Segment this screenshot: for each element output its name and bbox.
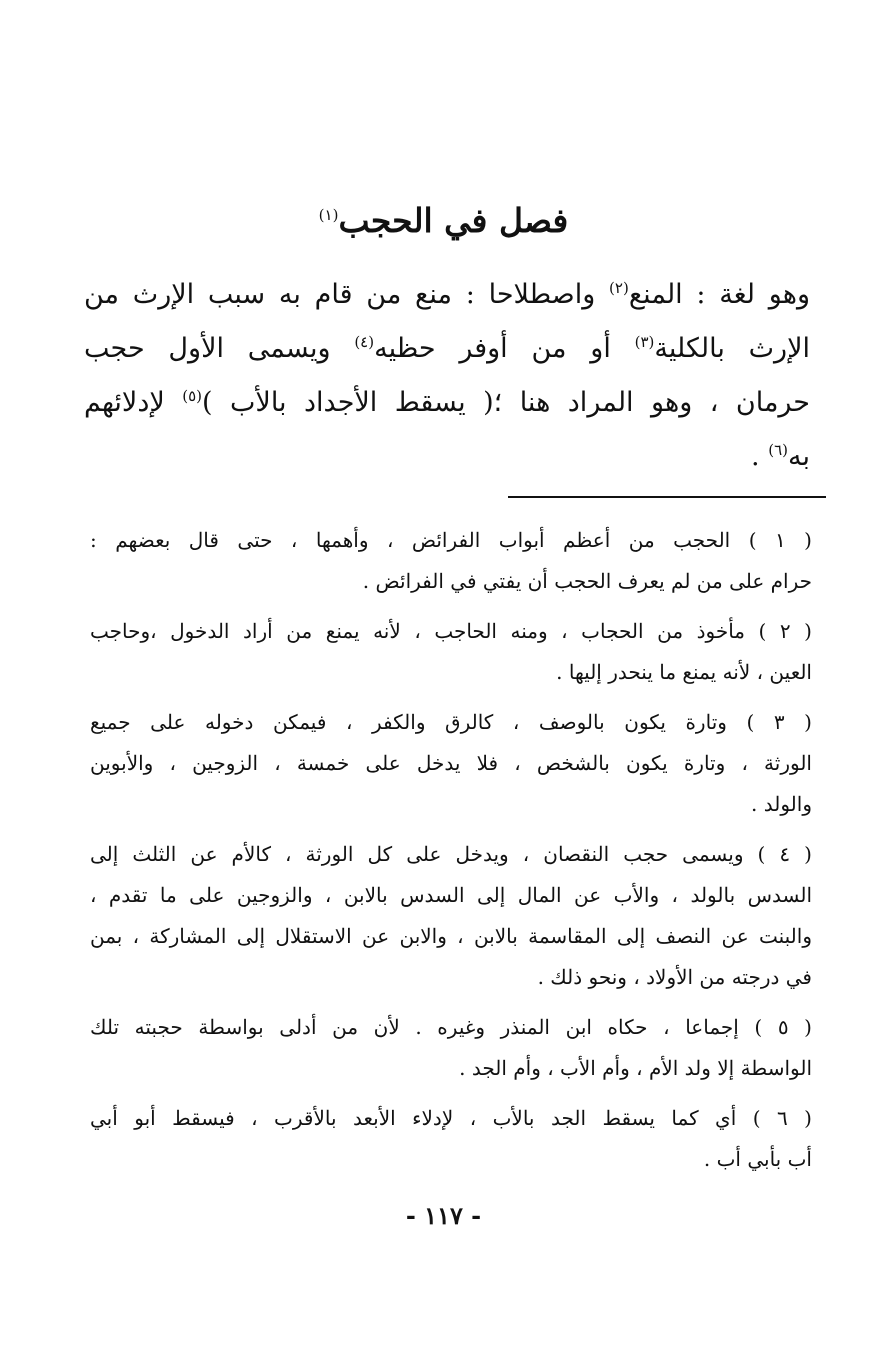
footnote-line: ( ٤ ) ويسمى حجب النقصان ، ويدخل على كل الورثة ، كالأم عن الثلث إلى	[90, 842, 812, 866]
main-line	[84, 322, 810, 376]
footnote-divider	[508, 496, 826, 498]
main-text-segment: به	[788, 441, 810, 472]
main-text-segment: واصطلاحا : منع من قام به سبب الإرث من	[84, 279, 610, 310]
page-number: - ١١٧ -	[405, 1201, 482, 1230]
main-text-segment: وهو لغة : المنع	[628, 279, 810, 310]
footnote-line: أب بأبي أب .	[703, 1147, 812, 1171]
footnote-3	[90, 702, 812, 825]
main-paragraph	[84, 268, 810, 484]
footnote-line: ( ١ ) الحجب من أعظم أبواب الفرائض ، وأهمها ، حتى قال بعضهم :	[90, 528, 812, 552]
footnote-line: الواسطة إلا ولد الأم ، وأم الأب ، وأم الجد .	[459, 1056, 812, 1080]
footnote-ref-2: (٢)	[609, 279, 629, 297]
footnote-line: حرام على من لم يعرف الحجب أن يفتي في الفرائض .	[362, 569, 812, 593]
footnote-line: ( ٢ ) مأخوذ من الحجاب ، ومنه الحاجب ، لأنه يمنع من أراد الدخول ،وحاجب	[90, 619, 812, 643]
main-text-segment: لإدلائهم	[84, 387, 183, 418]
main-text-segment: ويسمى الأول حجب	[84, 333, 355, 364]
footnote-ref-6: (٦)	[768, 441, 788, 459]
chapter-title	[0, 196, 887, 246]
footnote-2	[90, 611, 812, 693]
footnote-ref-4: (٤)	[354, 333, 375, 351]
main-text-segment: .	[751, 441, 769, 472]
footnote-6	[90, 1098, 812, 1180]
footnote-ref-5: (٥)	[182, 387, 202, 405]
footnote-ref-3: (٣)	[634, 333, 655, 351]
main-text-segment: الإرث بالكلية	[654, 333, 810, 364]
footnotes-section	[90, 520, 812, 1189]
footnote-line: العين ، لأنه يمنع ما ينحدر إليها .	[556, 660, 812, 684]
footnote-1	[90, 520, 812, 602]
main-line	[84, 430, 810, 484]
footnote-5	[90, 1007, 812, 1089]
main-text-segment: أو من أوفر حظيه	[374, 333, 635, 364]
footnote-line: ( ٣ ) وتارة يكون بالوصف ، كالرق والكفر ، فيمكن دخوله على جميع	[90, 710, 812, 734]
footnote-line: ( ٦ ) أي كما يسقط الجد بالأب ، لإدلاء الأبعد بالأقرب ، فيسقط أبو أبي	[90, 1106, 812, 1130]
main-line	[84, 376, 810, 430]
footnote-line: السدس بالولد ، والأب عن المال إلى السدس بالابن ، والزوجين على ما تقدم ،	[90, 883, 812, 907]
main-line	[84, 268, 810, 322]
footnote-4	[90, 834, 812, 998]
footnote-line: في درجته من الأولاد ، ونحو ذلك .	[537, 965, 812, 989]
footnote-line: الورثة ، وتارة يكون بالشخص ، فلا يدخل على خمسة ، الزوجين ، والأبوين	[90, 751, 812, 775]
chapter-title-text: فصل في الحجب	[338, 201, 569, 240]
footnote-line: ( ٥ ) إجماعا ، حكاه ابن المنذر وغيره . لأن من أدلى بواسطة حجبته تلك	[90, 1015, 812, 1039]
footnote-line: والولد .	[751, 792, 812, 816]
main-text-segment: حرمان ، وهو المراد هنا ؛( يسقط الأجداد بالأب )	[202, 387, 810, 418]
footnote-ref-1: (١)	[318, 206, 339, 224]
footnote-line: والبنت عن النصف إلى المقاسمة بالابن ، والابن عن الاستقلال إلى المشاركة ، بمن	[90, 924, 812, 948]
